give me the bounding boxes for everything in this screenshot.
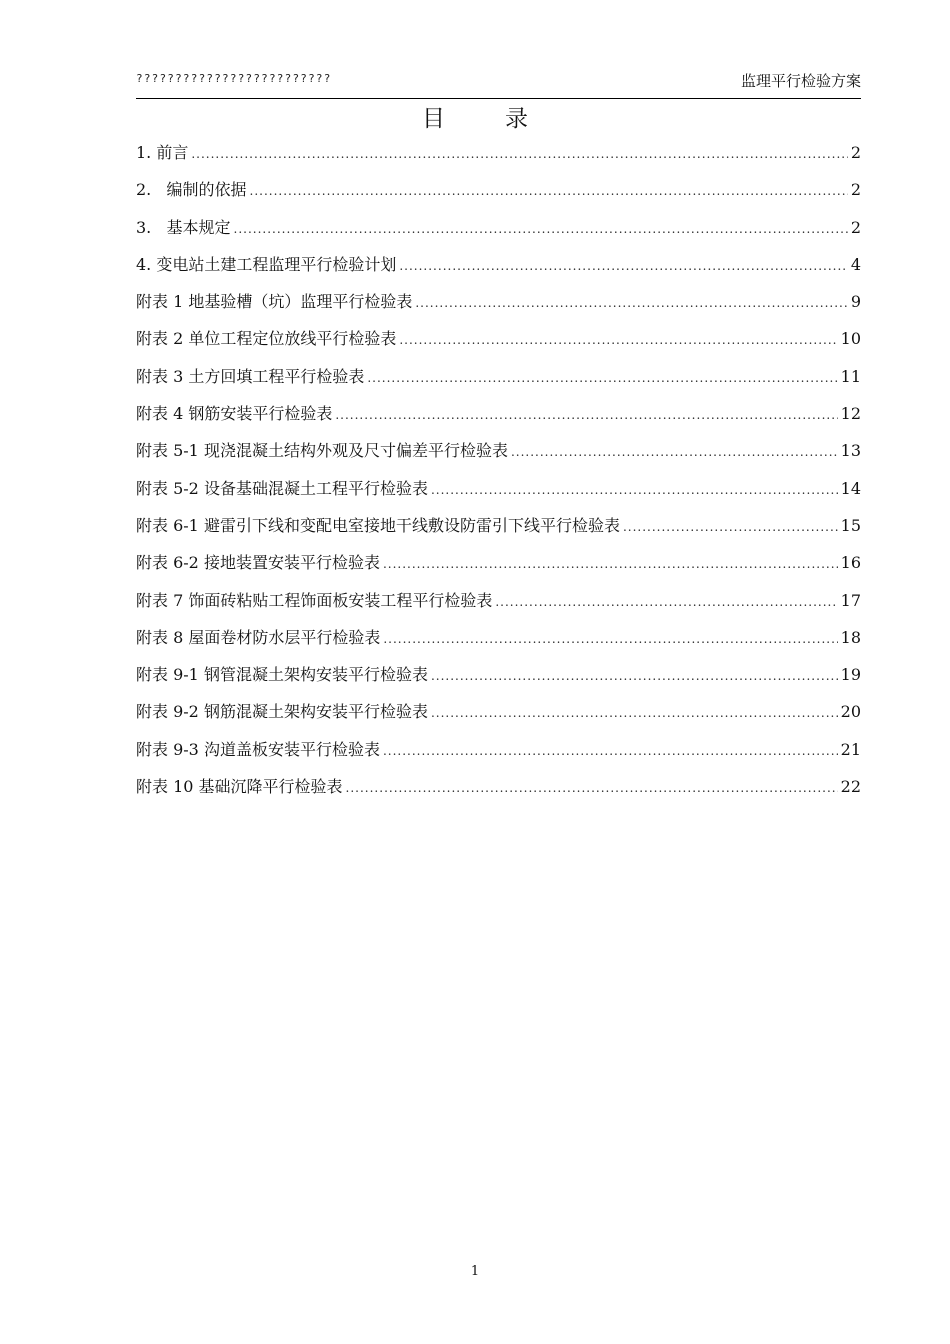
toc-dot-leader (399, 255, 847, 277)
toc-entry-page: 14 (840, 478, 861, 498)
toc-dot-leader (399, 329, 837, 351)
toc-entry-title: 附表 6-1 避雷引下线和变配电室接地干线敷设防雷引下线平行检验表 (136, 515, 620, 535)
toc-entry[interactable] (136, 403, 861, 440)
toc-entry-page: 2 (850, 217, 861, 237)
toc-dot-leader (383, 740, 838, 762)
toc-dot-leader (623, 516, 838, 538)
toc-entry[interactable] (136, 440, 861, 477)
toc-dot-leader (511, 441, 838, 463)
toc-entry-page: 11 (840, 366, 861, 386)
toc-entry-title: 附表 8 屋面卷材防水层平行检验表 (136, 627, 381, 647)
toc-entry[interactable] (136, 254, 861, 291)
toc-dot-leader (495, 591, 837, 613)
page-number: 1 (470, 1264, 480, 1279)
toc-dot-leader (191, 143, 847, 165)
toc-entry-title: 附表 6-2 接地装置安装平行检验表 (136, 553, 380, 573)
toc-dot-leader (250, 180, 848, 202)
toc-entry[interactable] (136, 291, 861, 328)
toc-entry[interactable] (136, 515, 861, 552)
toc-entry-title: 2. 编制的依据 (136, 180, 247, 200)
toc-entry-title: 附表 9-2 钢筋混凝土架构安装平行检验表 (136, 702, 428, 722)
toc-entry-page: 10 (840, 329, 861, 349)
toc-entry[interactable] (136, 664, 861, 701)
toc-dot-leader (431, 479, 838, 501)
toc-entry-title: 附表 10 基础沉降平行检验表 (136, 777, 343, 797)
toc-entry-page: 19 (840, 665, 861, 685)
toc-dot-leader (431, 665, 838, 687)
toc-entry[interactable] (136, 701, 861, 738)
toc-entry-page: 20 (840, 702, 861, 722)
toc-entry-page: 4 (850, 254, 861, 274)
toc-entry-title: 附表 2 单位工程定位放线平行检验表 (136, 329, 397, 349)
page-header (136, 68, 861, 99)
toc-dot-leader (431, 702, 838, 724)
toc-entry-title: 1. 前言 (136, 143, 189, 162)
toc-dot-leader (335, 404, 837, 426)
toc-entry[interactable] (136, 217, 861, 254)
toc-entry-page: 2 (850, 143, 861, 162)
toc-entry-title: 附表 5-2 设备基础混凝土工程平行检验表 (136, 478, 428, 498)
toc-entry-page: 16 (840, 553, 861, 573)
toc-entry[interactable] (136, 776, 861, 813)
toc-dot-leader (234, 218, 848, 240)
toc-entry-page: 17 (840, 590, 861, 610)
toc-entry-title: 4. 变电站土建工程监理平行检验计划 (136, 254, 397, 274)
toc-entry-title: 附表 3 土方回填工程平行检验表 (136, 366, 365, 386)
toc-entry-title: 附表 5-1 现浇混凝土结构外观及尺寸偏差平行检验表 (136, 441, 508, 461)
toc-entry-title: 附表 1 地基验槽（坑）监理平行检验表 (136, 292, 413, 312)
toc-dot-leader (367, 367, 837, 389)
toc-dot-leader (346, 777, 838, 799)
toc-title: 目录 (422, 106, 588, 132)
toc-entry[interactable] (136, 142, 861, 179)
toc-entry-page: 22 (840, 777, 861, 797)
toc-entry-page: 13 (840, 441, 861, 461)
toc-entry-page: 12 (840, 404, 861, 424)
table-of-contents (136, 142, 861, 813)
header-right-text: 监理平行检验方案 (740, 72, 861, 90)
toc-entry-page: 2 (850, 180, 861, 200)
toc-entry[interactable] (136, 366, 861, 403)
toc-entry[interactable] (136, 328, 861, 365)
toc-entry-page: 21 (840, 739, 861, 759)
toc-entry-page: 15 (840, 515, 861, 535)
toc-entry[interactable] (136, 590, 861, 627)
toc-dot-leader (383, 628, 837, 650)
toc-entry[interactable] (136, 478, 861, 515)
toc-entry-title: 附表 7 饰面砖粘贴工程饰面板安装工程平行检验表 (136, 590, 493, 610)
toc-entry-title: 附表 9-1 钢管混凝土架构安装平行检验表 (136, 665, 428, 685)
toc-entry-page: 18 (840, 627, 861, 647)
toc-dot-leader (383, 553, 838, 575)
toc-entry[interactable] (136, 627, 861, 664)
toc-entry-title: 3. 基本规定 (136, 217, 231, 237)
toc-entry-page: 9 (850, 292, 861, 312)
header-left-text: ????????????????????????? (136, 72, 332, 85)
toc-dot-leader (415, 292, 847, 314)
toc-entry-title: 附表 9-3 沟道盖板安装平行检验表 (136, 739, 380, 759)
toc-entry[interactable] (136, 552, 861, 589)
toc-entry-title: 附表 4 钢筋安装平行检验表 (136, 404, 333, 424)
toc-entry[interactable] (136, 739, 861, 776)
toc-entry[interactable] (136, 179, 861, 216)
